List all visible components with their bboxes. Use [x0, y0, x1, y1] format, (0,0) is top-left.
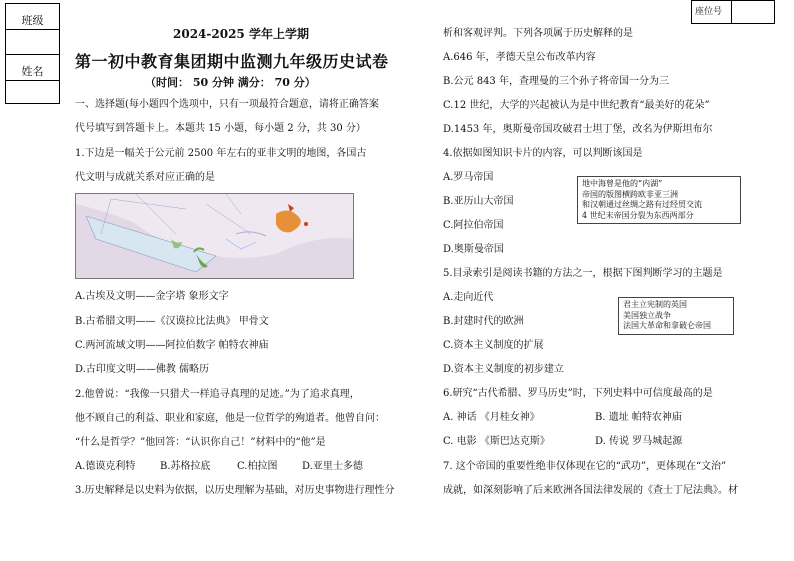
- q3-option-c: C.12 世纪，大学的兴起被认为是中世纪教育“最美好的花朵”: [443, 100, 710, 111]
- q4-stem: 4.依据如图知识卡片的内容，可以判断该国是: [443, 148, 643, 159]
- q6-option-b: B. 遗址 帕特农神庙: [595, 412, 682, 423]
- q4-option-d: D.奥斯曼帝国: [443, 244, 504, 255]
- q1-option-d: D.古印度文明——佛教 儒略历: [75, 364, 210, 375]
- q4-option-c: C.阿拉伯帝国: [443, 220, 504, 231]
- q5-option-c: C.资本主义制度的扩展: [443, 340, 544, 351]
- exam-title: 第一初中教育集团期中监测九年级历史试卷: [75, 52, 389, 71]
- q1-option-b: B.古希腊文明——《汉谟拉比法典》 甲骨文: [75, 316, 269, 327]
- q5-option-b: B.封建时代的欧洲: [443, 316, 524, 327]
- q6-option-d: D. 传说 罗马城起源: [595, 436, 683, 447]
- class-label: 班级: [21, 14, 44, 27]
- q1-option-c: C.两河流域文明——阿拉伯数字 帕特农神庙: [75, 340, 269, 351]
- q2-option-c: C.柏拉图: [237, 461, 278, 472]
- card-line: 和汉朝通过丝绸之路有过经贸交流: [582, 200, 702, 209]
- seat-number-box: [691, 0, 775, 24]
- q2-stem-line3: “什么是哲学？”他回答：“认识你自己！”材料中的“他”是: [75, 437, 326, 448]
- seat-label: 座位号: [695, 7, 723, 17]
- q4-option-a: A.罗马帝国: [443, 172, 494, 183]
- q2-option-a: A.德谟克利特: [75, 461, 136, 472]
- q3-option-b: B.公元 843 年，查理曼的三个孙子将帝国一分为三: [443, 76, 669, 87]
- q7-stem: 7. 这个帝国的重要性绝非仅体现在它的“武功”，更体现在“文治”: [443, 461, 727, 472]
- divider: [731, 1, 732, 23]
- ancient-civilizations-map: [75, 193, 354, 279]
- q4-option-b: B.亚历山大帝国: [443, 196, 514, 207]
- q3-option-d: D.1453 年，奥斯曼帝国攻破君士坦丁堡，改名为伊斯坦布尔: [443, 124, 713, 135]
- map-graphic: [76, 194, 354, 279]
- divider: [6, 80, 59, 81]
- card-line: 4 世纪末帝国分裂为东西两部分: [582, 210, 694, 220]
- q7-stem-line2: 成就，如深刻影响了后来欧洲各国法律发展的《查士丁尼法典》。材: [443, 485, 738, 496]
- toc-line: 美国独立战争: [623, 310, 671, 320]
- q2-stem-line2: 他不顾自己的利益、职业和家庭，他是一位哲学的殉道者。他曾自问：: [75, 413, 385, 424]
- student-info-box: [5, 3, 60, 104]
- q5-option-a: A.走向近代: [443, 292, 494, 303]
- name-label: 姓名: [21, 65, 44, 78]
- section-heading-line2: 代号填写到答题卡上。本题共 15 小题，每小题 2 分，共 30 分）: [75, 123, 366, 134]
- term-title: 2024-2025 学年上学期: [173, 27, 309, 41]
- divider: [6, 54, 59, 55]
- q5-stem: 5.目录索引是阅读书籍的方法之一，根据下图判断学习的主题是: [443, 268, 723, 279]
- q2-stem: 2.他曾说：“我像一只猎犬一样追寻真理的足迹。”为了追求真理，: [75, 389, 360, 400]
- toc-line: 法国大革命和拿破仑帝国: [623, 321, 711, 330]
- q4-knowledge-card: [577, 176, 741, 224]
- card-line: 帝国的版图横跨欧非亚三洲: [582, 189, 678, 199]
- q6-option-c: C. 电影 《斯巴达克斯》: [443, 436, 550, 447]
- q2-option-b: B.苏格拉底: [160, 461, 211, 472]
- section-heading: 一、选择题(每小题四个选项中，只有一项最符合题意，请将正确答案: [75, 99, 379, 110]
- divider: [6, 29, 59, 30]
- q3-stem: 3.历史解释是以史料为依据，以历史理解为基础，对历史事物进行理性分: [75, 485, 395, 496]
- q2-option-d: D.亚里士多德: [302, 461, 363, 472]
- card-line: 地中海曾是他的“内湖”: [582, 179, 663, 188]
- q5-table-of-contents: [618, 297, 734, 335]
- q1-stem: 1.下边是一幅关于公元前 2500 年左右的亚非文明的地图，各国古: [75, 148, 367, 159]
- q3-option-a: A.646 年，孝德天皇公布改革内容: [443, 52, 596, 63]
- q5-option-d: D.资本主义制度的初步建立: [443, 364, 564, 375]
- q1-stem-line2: 代文明与成就关系对应正确的是: [75, 172, 215, 183]
- q6-option-a: A. 神话 《月桂女神》: [443, 412, 540, 423]
- q6-stem: 6.研究“古代希腊、罗马历史”时，下列史料中可信度最高的是: [443, 388, 713, 399]
- q1-option-a: A.古埃及文明——金字塔 象形文字: [75, 291, 229, 302]
- exam-meta: （时间： 50 分钟 满分： 70 分）: [145, 76, 316, 89]
- q3-stem-line2: 析和客观评判。下列各项属于历史解释的是: [443, 28, 633, 39]
- toc-line: 君主立宪制的英国: [623, 300, 687, 309]
